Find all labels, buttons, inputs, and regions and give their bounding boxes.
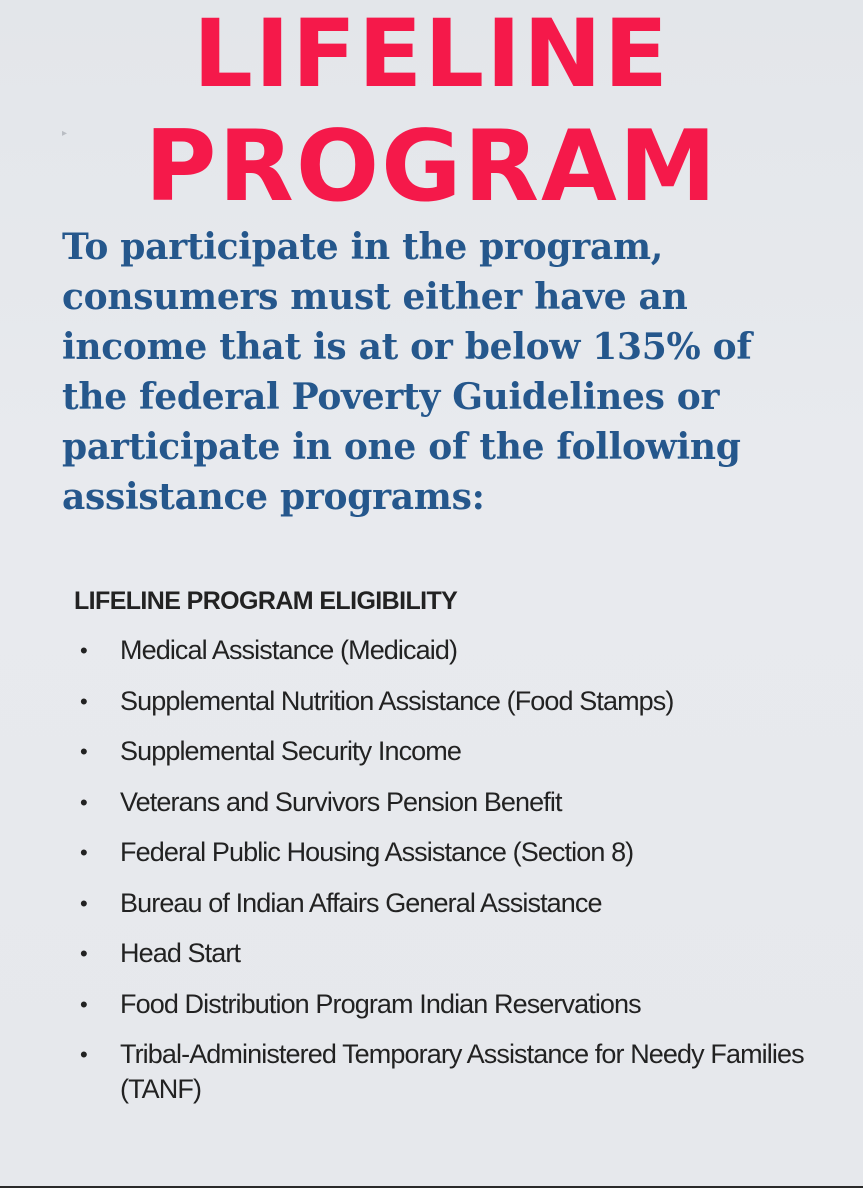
bullet-icon: • (80, 1042, 87, 1067)
bullet-icon: • (80, 688, 87, 714)
list-item-label: Tribal-Administered Temporary Assistance for Needy Families (TANF) (120, 1039, 804, 1104)
bullet-icon: • (80, 890, 87, 916)
list-item (74, 835, 814, 870)
list-item (74, 886, 814, 921)
list-item-label: Veterans and Survivors Pension Benefit (120, 786, 562, 817)
bullet-icon: • (80, 840, 87, 865)
list-item (74, 987, 814, 1022)
list-item-label: Food Distribution Program Indian Reservations (120, 988, 641, 1019)
bullet-icon: • (80, 638, 87, 663)
list-item-label: Medical Assistance (Medicaid) (120, 635, 458, 665)
list-item-label: Supplemental Nutrition Assistance (Food Stamps) (120, 685, 674, 716)
bullet-icon: • (80, 991, 87, 1017)
list-item-label: Federal Public Housing Assistance (Section 8) (120, 837, 634, 867)
list-item (74, 1037, 814, 1107)
eligibility-list (74, 633, 814, 1123)
bullet-icon: • (80, 789, 87, 815)
list-item-label: Bureau of Indian Affairs General Assistance (120, 887, 602, 918)
title-program: PROGRAM (144, 110, 719, 224)
list-item (74, 684, 814, 719)
list-item (74, 633, 814, 668)
list-item (74, 785, 814, 820)
list-item-label: Supplemental Security Income (120, 736, 461, 766)
list-item (74, 936, 814, 971)
title-lifeline: LIFELINE (192, 0, 671, 109)
list-item-label: Head Start (120, 938, 241, 968)
page-edge-mark: ▸ (62, 128, 68, 139)
bullet-icon: • (80, 941, 87, 966)
list-item (74, 734, 814, 769)
bullet-icon: • (80, 739, 87, 764)
eligibility-heading: LIFELINE PROGRAM ELIGIBILITY (74, 587, 458, 615)
intro-paragraph: To participate in the program, consumers must either have an income that is at or below 135% of the federal Poverty Guidelines or participate in one of the following assistance programs: (62, 226, 752, 518)
